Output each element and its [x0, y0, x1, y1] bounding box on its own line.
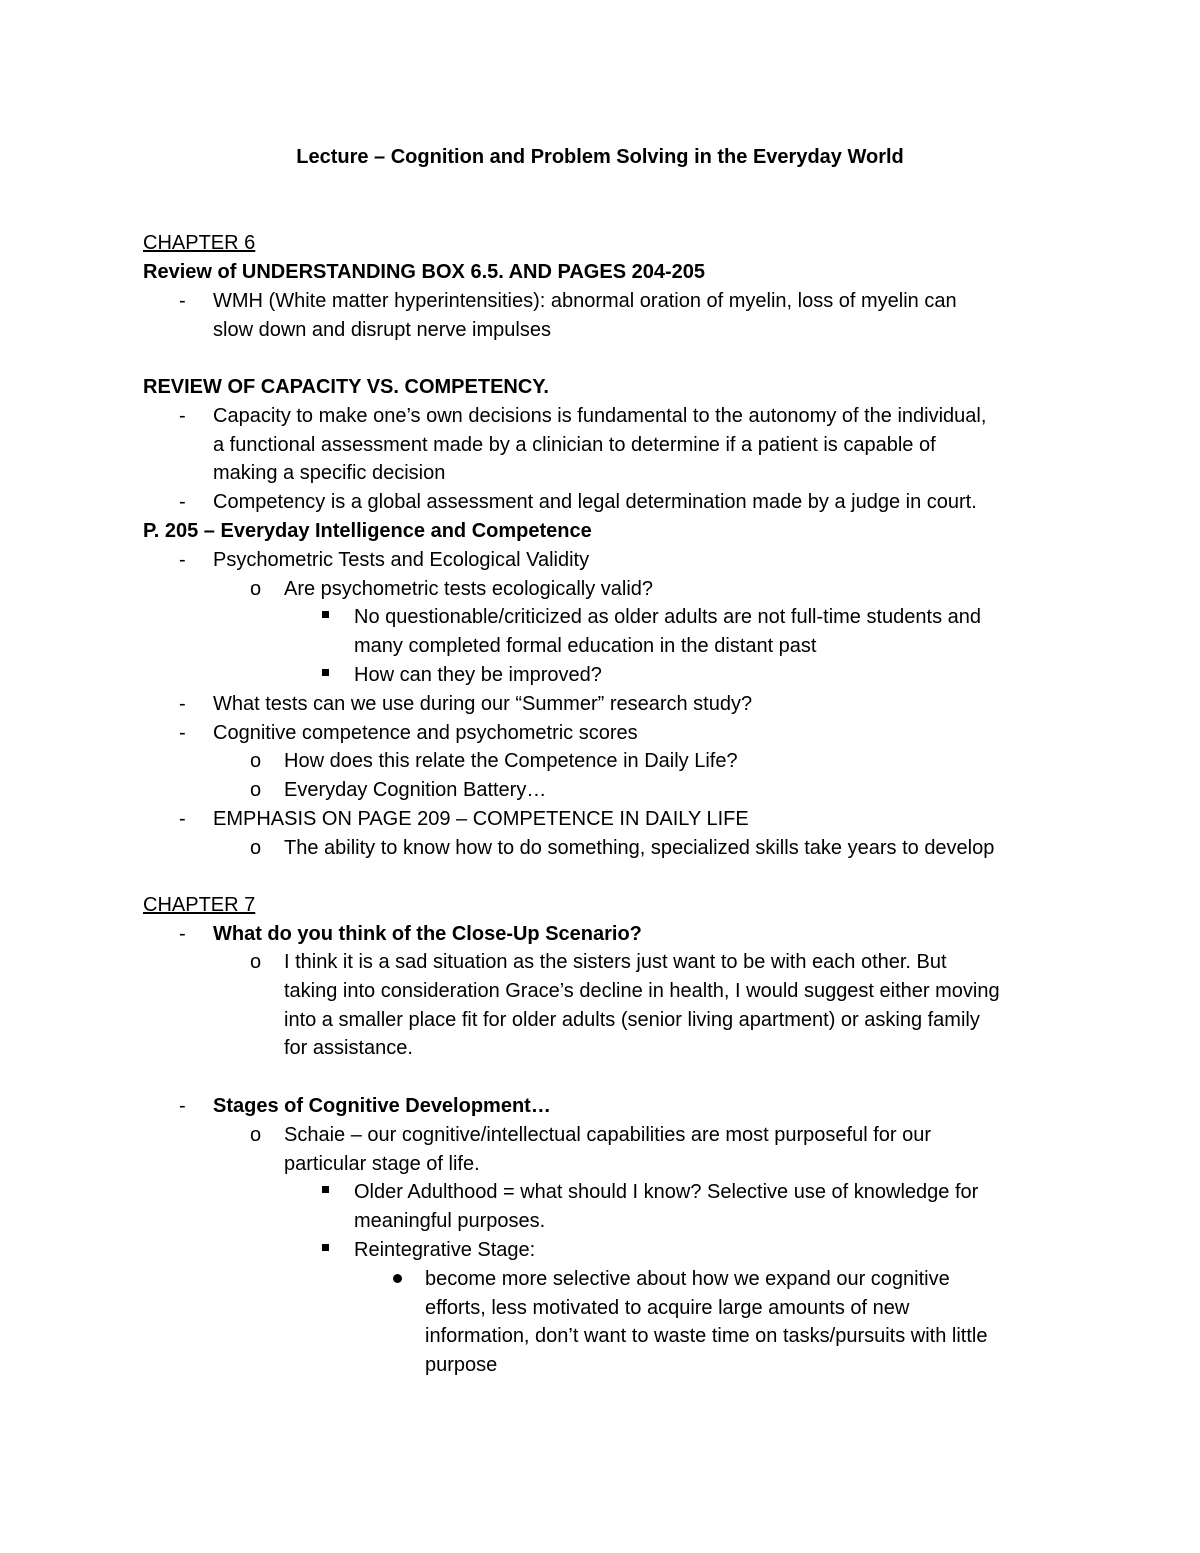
close-up-question: What do you think of the Close-Up Scenario?	[213, 923, 642, 945]
dash-bullet: -	[179, 1095, 186, 1117]
emphasis-line: EMPHASIS ON PAGE 209 – COMPETENCE IN DAILY LIFE	[213, 808, 749, 830]
answer-line-2: taking into consideration Grace’s decline in health, I would suggest either moving	[284, 980, 1000, 1002]
improved-question: How can they be improved?	[354, 664, 602, 686]
capacity-heading: REVIEW OF CAPACITY VS. COMPETENCY.	[143, 376, 549, 398]
chapter-6-heading: CHAPTER 6	[143, 232, 256, 254]
answer-line-1: I think it is a sad situation as the sisters just want to be with each other. But	[284, 951, 947, 973]
selective-line-3: information, don’t want to waste time on tasks/pursuits with little	[425, 1325, 988, 1347]
page-title: Lecture – Cognition and Problem Solving in the Everyday World	[296, 146, 904, 168]
daily-life-question: How does this relate the Competence in Daily Life?	[284, 750, 738, 772]
square-bullet	[322, 669, 329, 676]
dash-bullet: -	[179, 491, 186, 513]
answer-line-4: for assistance.	[284, 1037, 413, 1059]
dash-bullet: -	[179, 290, 186, 312]
circle-bullet: o	[250, 837, 262, 859]
battery-line: Everyday Cognition Battery…	[284, 779, 547, 801]
tests-question: What tests can we use during our “Summer” research study?	[213, 693, 753, 715]
schaie-line-2: particular stage of life.	[284, 1153, 480, 1175]
square-bullet	[322, 611, 329, 618]
schaie-line-1: Schaie – our cognitive/intellectual capabilities are most purposeful for our	[284, 1124, 932, 1146]
square-bullet	[322, 1186, 329, 1193]
p205-heading: P. 205 – Everyday Intelligence and Competence	[143, 520, 592, 542]
circle-bullet: o	[250, 779, 262, 801]
circle-bullet: o	[250, 951, 262, 973]
reintegrative-stage-line: Reintegrative Stage:	[354, 1239, 536, 1261]
ability-line: The ability to know how to do something, specialized skills take years to develop	[284, 837, 995, 859]
circle-bullet: o	[250, 1124, 262, 1146]
wmh-line-1: WMH (White matter hyperintensities): abnormal oration of myelin, loss of myelin can	[213, 290, 957, 312]
dash-bullet: -	[179, 549, 186, 571]
dash-bullet: -	[179, 808, 186, 830]
answer-line-3: into a smaller place fit for older adults (senior living apartment) or asking family	[284, 1009, 980, 1031]
older-adulthood-line-1: Older Adulthood = what should I know? Selective use of knowledge for	[354, 1181, 979, 1203]
dash-bullet: -	[179, 923, 186, 945]
circle-bullet: o	[250, 750, 262, 772]
ecologically-valid-question: Are psychometric tests ecologically valid?	[284, 578, 654, 600]
dash-bullet: -	[179, 405, 186, 427]
selective-line-2: efforts, less motivated to acquire large amounts of new	[425, 1297, 910, 1319]
older-adulthood-line-2: meaningful purposes.	[354, 1210, 546, 1232]
square-bullet	[322, 1244, 329, 1251]
round-bullet	[393, 1274, 402, 1283]
stages-heading: Stages of Cognitive Development…	[213, 1095, 551, 1117]
selective-line-4: purpose	[425, 1354, 498, 1376]
psychometric-tests-line: Psychometric Tests and Ecological Validity	[213, 549, 590, 571]
dash-bullet: -	[179, 722, 186, 744]
understanding-box-heading: Review of UNDERSTANDING BOX 6.5. AND PAGES 204-205	[143, 261, 705, 283]
wmh-line-2: slow down and disrupt nerve impulses	[213, 319, 551, 341]
cognitive-competence-line: Cognitive competence and psychometric scores	[213, 722, 638, 744]
selective-line-1: become more selective about how we expand our cognitive	[425, 1268, 950, 1290]
circle-bullet: o	[250, 578, 262, 600]
dash-bullet: -	[179, 693, 186, 715]
competency-line: Competency is a global assessment and legal determination made by a judge in court.	[213, 491, 977, 513]
capacity-line-2: a functional assessment made by a clinician to determine if a patient is capable of	[213, 434, 936, 456]
questionable-line-2: many completed formal education in the distant past	[354, 635, 817, 657]
capacity-line-1: Capacity to make one’s own decisions is fundamental to the autonomy of the individual,	[213, 405, 987, 427]
capacity-line-3: making a specific decision	[213, 462, 446, 484]
questionable-line-1: No questionable/criticized as older adults are not full-time students and	[354, 606, 982, 628]
chapter-7-heading: CHAPTER 7	[143, 894, 256, 916]
